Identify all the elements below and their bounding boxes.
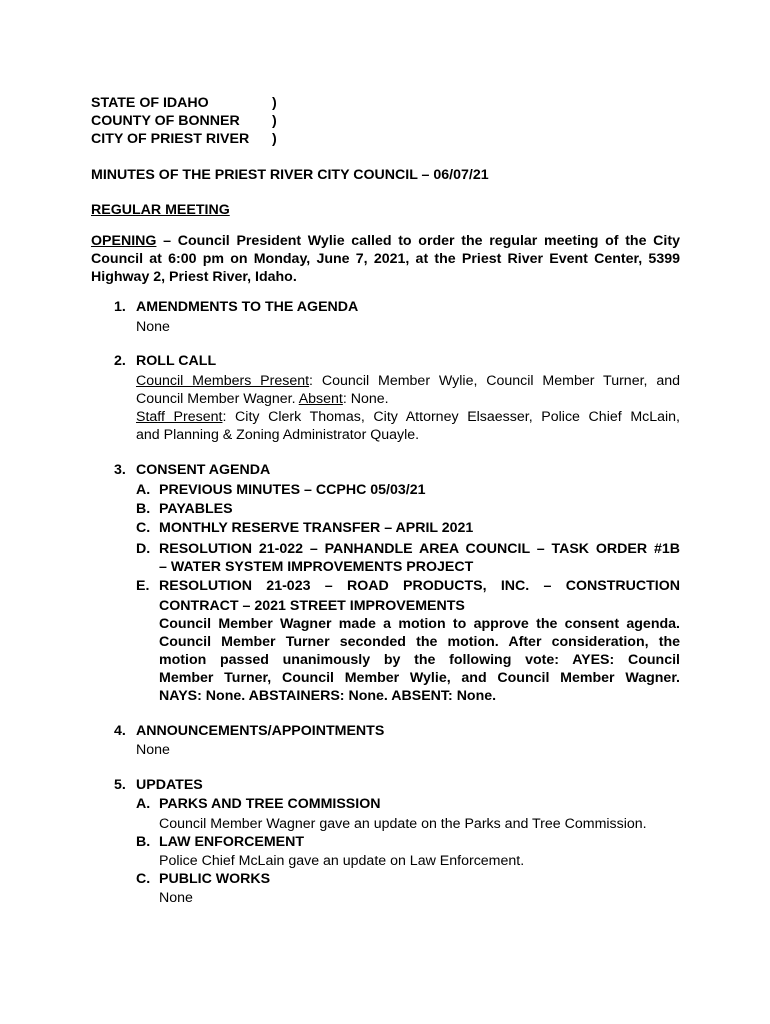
present-text-2: Council Member Wagner.	[136, 391, 299, 407]
roll-call-title: ROLL CALL	[136, 353, 217, 369]
paren: )	[272, 131, 277, 147]
minutes-title: MINUTES OF THE PRIEST RIVER CITY COUNCIL – 06/07/21	[91, 167, 489, 183]
staff-label: Staff Present	[136, 409, 223, 425]
opening-text: – Council President Wylie called to order the regular meeting of the City	[163, 233, 680, 249]
consent-item-d-line-2: – WATER SYSTEM IMPROVEMENTS PROJECT	[159, 559, 474, 575]
announcements-title: ANNOUNCEMENTS/APPOINTMENTS	[136, 723, 385, 739]
motion-line: NAYS: None. ABSTAINERS: None. ABSENT: None.	[159, 688, 497, 704]
updates-c-title: PUBLIC WORKS	[159, 871, 271, 887]
opening-line-3: Highway 2, Priest River, Idaho.	[91, 269, 297, 285]
announcements-body: None	[136, 742, 170, 758]
staff-text: : City Clerk Thomas, City Attorney Elsaesser, Police Chief McLain,	[222, 409, 680, 425]
absent-label: Absent	[298, 391, 343, 407]
paren: )	[272, 113, 277, 129]
motion-line: Member Turner, Council Member Wylie, and Council Member Wagner.	[159, 670, 680, 686]
sub-letter: A.	[136, 482, 151, 498]
amendments-body: None	[136, 319, 170, 335]
consent-title: CONSENT AGENDA	[136, 462, 271, 478]
consent-item-e-line-2: CONTRACT – 2021 STREET IMPROVEMENTS	[159, 598, 465, 614]
updates-a-title: PARKS AND TREE COMMISSION	[159, 796, 381, 812]
motion-line: Council Member Wagner made a motion to approve the consent agenda.	[159, 616, 680, 632]
updates-b-body: Police Chief McLain gave an update on Law Enforcement.	[159, 853, 525, 869]
motion-line: motion passed unanimously by the following vote: AYES: Council	[159, 652, 680, 668]
item-number: 5.	[114, 777, 126, 793]
roll-call-staff-line-2: and Planning & Zoning Administrator Quayle.	[136, 427, 420, 443]
sub-letter: B.	[136, 834, 151, 850]
city-line: CITY OF PRIEST RIVER	[91, 131, 250, 147]
consent-item-d-line-1: RESOLUTION 21-022 – PANHANDLE AREA COUNCIL – TASK ORDER #1B	[159, 541, 680, 557]
consent-item-b: PAYABLES	[159, 501, 233, 517]
updates-title: UPDATES	[136, 777, 203, 793]
consent-item-e-line-1: RESOLUTION 21-023 – ROAD PRODUCTS, INC. – CONSTRUCTION	[159, 578, 680, 594]
state-line: STATE OF IDAHO	[91, 95, 209, 111]
item-number: 4.	[114, 723, 126, 739]
opening-line-1	[91, 232, 680, 250]
sub-letter: C.	[136, 520, 151, 536]
updates-b-title: LAW ENFORCEMENT	[159, 834, 305, 850]
updates-a-body: Council Member Wagner gave an update on the Parks and Tree Commission.	[159, 816, 647, 832]
sub-letter: D.	[136, 541, 151, 557]
county-line: COUNTY OF BONNER	[91, 113, 240, 129]
item-number: 2.	[114, 353, 126, 369]
motion-line: Council Member Turner seconded the motion. After consideration, the	[159, 634, 680, 650]
updates-c-body: None	[159, 890, 193, 906]
roll-call-present-line-1	[136, 372, 680, 390]
sub-letter: C.	[136, 871, 151, 887]
amendments-title: AMENDMENTS TO THE AGENDA	[136, 299, 359, 315]
paren: )	[272, 95, 277, 111]
present-label: Council Members Present	[136, 373, 310, 389]
meeting-type: REGULAR MEETING	[91, 202, 230, 218]
item-number: 3.	[114, 462, 126, 478]
roll-call-staff-line-1	[136, 408, 680, 426]
opening-label: OPENING	[91, 233, 157, 249]
sub-letter: E.	[136, 578, 150, 594]
absent-value: : None.	[342, 391, 389, 407]
sub-letter: B.	[136, 501, 151, 517]
opening-line-2: Council at 6:00 pm on Monday, June 7, 2021, at the Priest River Event Center, 5399	[91, 251, 680, 267]
consent-item-a: PREVIOUS MINUTES – CCPHC 05/03/21	[159, 482, 426, 498]
roll-call-present-line-2	[136, 390, 389, 408]
present-text: : Council Member Wylie, Council Member Turner, and	[309, 373, 680, 389]
item-number: 1.	[114, 299, 126, 315]
sub-letter: A.	[136, 796, 151, 812]
consent-item-c: MONTHLY RESERVE TRANSFER – APRIL 2021	[159, 520, 474, 536]
